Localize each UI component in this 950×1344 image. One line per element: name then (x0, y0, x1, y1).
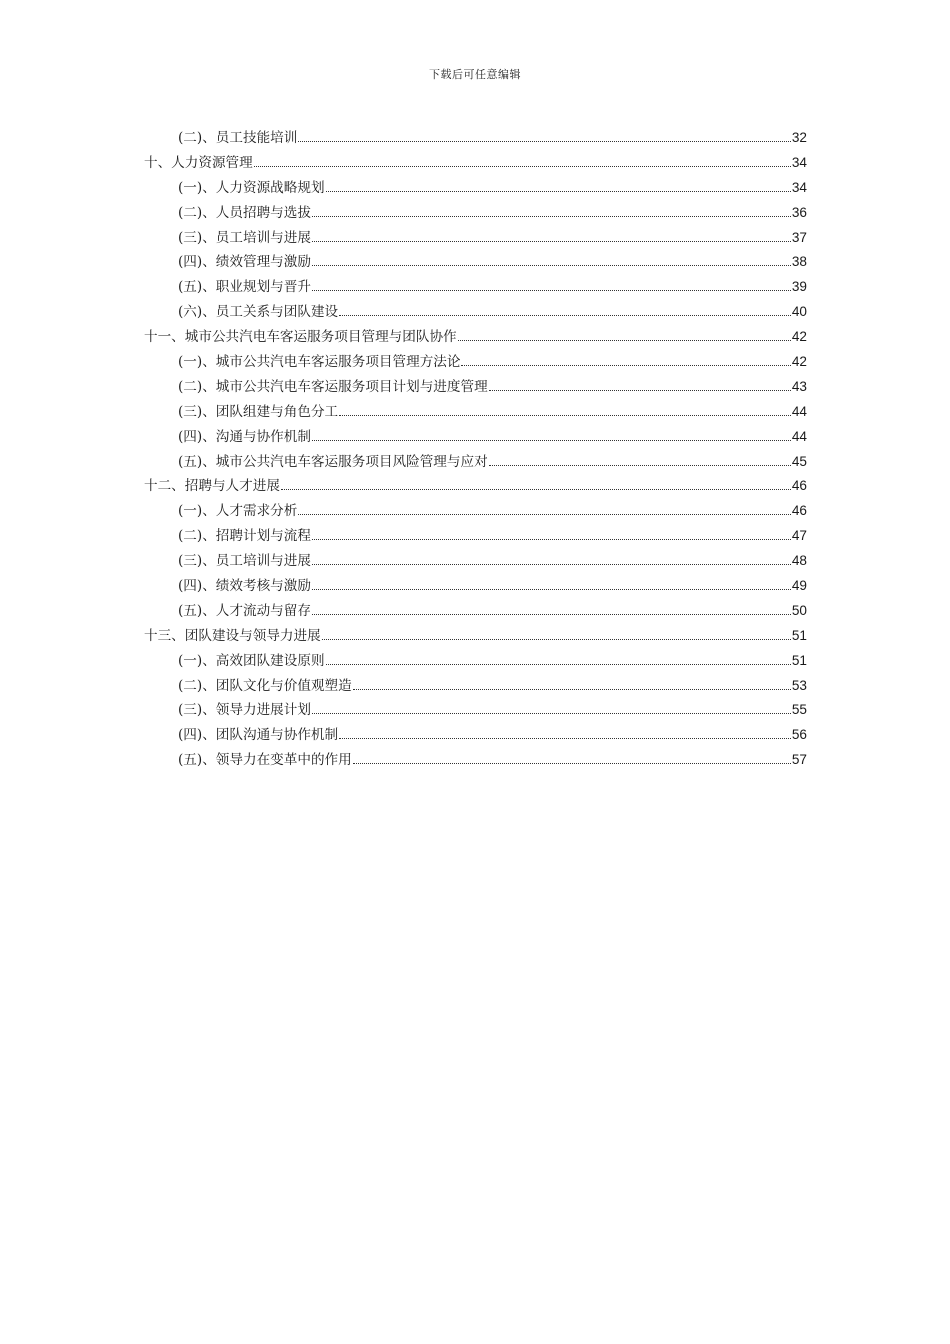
toc-dot-leader (461, 365, 790, 366)
toc-dot-leader (326, 664, 791, 665)
toc-entry-label: (三)、团队组建与角色分工 (178, 403, 339, 420)
toc-entry[interactable] (144, 325, 807, 350)
toc-dot-leader (298, 141, 791, 142)
toc-entry-page-number: 40 (791, 304, 807, 320)
toc-entry-page-number: 46 (791, 503, 807, 519)
toc-entry[interactable] (144, 275, 807, 300)
toc-entry-label: (五)、领导力在变革中的作用 (178, 752, 352, 769)
toc-entry[interactable] (144, 624, 807, 649)
toc-dot-leader (339, 415, 791, 416)
toc-entry-page-number: 32 (791, 130, 807, 145)
toc-entry-page-number: 48 (791, 553, 807, 569)
toc-dot-leader (326, 191, 791, 192)
toc-entry-label: (四)、绩效管理与激励 (178, 254, 311, 271)
toc-entry-label: 十二、招聘与人才进展 (144, 478, 280, 495)
toc-entry-page-number: 51 (791, 627, 807, 643)
toc-entry-label: (二)、招聘计划与流程 (178, 528, 311, 545)
toc-entry-label: 十、人力资源管理 (144, 154, 253, 171)
toc-entry-label: (一)、城市公共汽电车客运服务项目管理方法论 (178, 354, 461, 371)
toc-entry[interactable] (144, 499, 807, 524)
toc-entry-page-number: 42 (791, 329, 807, 345)
toc-entry-page-number: 49 (791, 578, 807, 594)
toc-entry-page-number: 50 (791, 602, 807, 618)
toc-entry-label: (一)、人才需求分析 (178, 503, 298, 520)
toc-entry-label: (二)、员工技能培训 (178, 130, 298, 146)
toc-entry[interactable] (144, 425, 807, 450)
toc-dot-leader (312, 564, 791, 565)
toc-entry[interactable] (144, 549, 807, 574)
toc-dot-leader (254, 166, 791, 167)
toc-entry-label: (四)、绩效考核与激励 (178, 578, 311, 595)
table-of-contents (144, 126, 807, 773)
toc-entry[interactable] (144, 524, 807, 549)
toc-entry[interactable] (144, 723, 807, 748)
toc-entry-page-number: 44 (791, 428, 807, 444)
toc-entry-page-number: 38 (791, 254, 807, 270)
toc-entry-label: (二)、团队文化与价值观塑造 (178, 677, 352, 694)
toc-entry-page-number: 45 (791, 453, 807, 469)
toc-entry[interactable] (144, 450, 807, 475)
toc-dot-leader (322, 639, 791, 640)
toc-entry[interactable] (144, 748, 807, 773)
toc-entry-label: (一)、人力资源战略规划 (178, 179, 325, 196)
toc-entry[interactable] (144, 400, 807, 425)
toc-dot-leader (353, 689, 791, 690)
toc-entry-label: (五)、城市公共汽电车客运服务项目风险管理与应对 (178, 453, 488, 470)
toc-entry-label: (四)、团队沟通与协作机制 (178, 727, 339, 744)
toc-entry-page-number: 47 (791, 528, 807, 544)
toc-entry-label: (五)、人才流动与留存 (178, 602, 311, 619)
toc-entry-label: 十一、城市公共汽电车客运服务项目管理与团队协作 (144, 329, 457, 346)
toc-dot-leader (312, 290, 791, 291)
toc-entry-page-number: 34 (791, 179, 807, 195)
toc-entry[interactable] (144, 698, 807, 723)
toc-entry[interactable] (144, 474, 807, 499)
toc-entry-label: (五)、职业规划与晋升 (178, 279, 311, 296)
toc-entry[interactable] (144, 574, 807, 599)
toc-entry-page-number: 34 (791, 154, 807, 170)
page-header: 下载后可任意编辑 (429, 68, 521, 81)
toc-entry[interactable] (144, 250, 807, 275)
toc-dot-leader (281, 489, 791, 490)
toc-entry-label: (三)、员工培训与进展 (178, 229, 311, 246)
toc-dot-leader (312, 216, 791, 217)
toc-entry[interactable] (144, 649, 807, 674)
toc-entry-page-number: 51 (791, 652, 807, 668)
toc-entry[interactable] (144, 126, 807, 151)
toc-entry-page-number: 55 (791, 702, 807, 718)
toc-entry-page-number: 36 (791, 204, 807, 220)
toc-dot-leader (312, 265, 791, 266)
toc-dot-leader (353, 763, 791, 764)
toc-entry[interactable] (144, 674, 807, 699)
toc-entry[interactable] (144, 176, 807, 201)
toc-entry-label: 十三、团队建设与领导力进展 (144, 627, 321, 644)
toc-entry-page-number: 53 (791, 677, 807, 693)
toc-dot-leader (312, 614, 791, 615)
toc-entry-label: (三)、领导力进展计划 (178, 702, 311, 719)
toc-entry[interactable] (144, 151, 807, 176)
toc-dot-leader (298, 514, 791, 515)
toc-dot-leader (458, 340, 791, 341)
toc-entry-page-number: 37 (791, 229, 807, 245)
toc-entry-label: (一)、高效团队建设原则 (178, 652, 325, 669)
toc-entry[interactable] (144, 375, 807, 400)
toc-entry[interactable] (144, 599, 807, 624)
toc-dot-leader (312, 241, 791, 242)
toc-entry-page-number: 39 (791, 279, 807, 295)
toc-entry[interactable] (144, 300, 807, 325)
toc-entry-page-number: 43 (791, 378, 807, 394)
toc-entry-page-number: 57 (791, 752, 807, 768)
toc-entry-label: (三)、员工培训与进展 (178, 553, 311, 570)
toc-dot-leader (312, 589, 791, 590)
toc-entry[interactable] (144, 350, 807, 375)
toc-entry-page-number: 44 (791, 403, 807, 419)
toc-dot-leader (339, 738, 791, 739)
toc-dot-leader (312, 440, 791, 441)
toc-dot-leader (312, 713, 791, 714)
toc-entry-label: (二)、人员招聘与选拔 (178, 204, 311, 221)
toc-entry-label: (四)、沟通与协作机制 (178, 428, 311, 445)
toc-entry-page-number: 56 (791, 727, 807, 743)
toc-dot-leader (339, 315, 791, 316)
toc-entry[interactable] (144, 201, 807, 226)
toc-dot-leader (489, 390, 791, 391)
toc-dot-leader (312, 539, 791, 540)
toc-entry-label: (二)、城市公共汽电车客运服务项目计划与进度管理 (178, 378, 488, 395)
toc-entry[interactable] (144, 226, 807, 251)
toc-entry-label: (六)、员工关系与团队建设 (178, 304, 339, 321)
toc-dot-leader (489, 465, 791, 466)
toc-entry-page-number: 46 (791, 478, 807, 494)
toc-entry-page-number: 42 (791, 354, 807, 370)
